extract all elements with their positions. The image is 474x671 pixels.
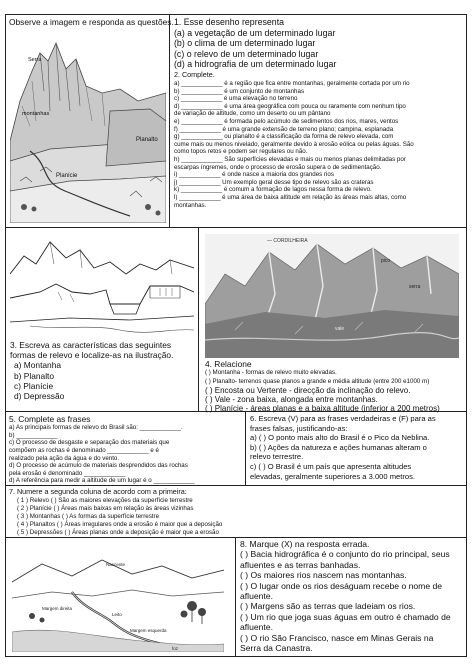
label-vale: vale	[335, 326, 345, 332]
label-leito: Leito	[112, 612, 122, 617]
q2-lines	[174, 80, 414, 209]
q8-line: afluentes e as terras banhadas.	[240, 559, 361, 570]
q1-option-b[interactable]: (b) o clima de um determinado lugar	[174, 38, 316, 49]
q4-item: ( ) Montanha - formas de relevo muito elevadas.	[205, 369, 337, 377]
river-basin-illustration	[12, 552, 224, 652]
q2-line: a) ____________ é a região que fica entre montanhas, geralmente cortada por um rio	[174, 80, 410, 87]
label-margem-esquerda: Margem esquerda	[130, 628, 167, 633]
q2-line: d) ____________ é uma área geográfica com pouca ou raramente com nenhum tipo	[174, 102, 406, 110]
q2-line: l) ____________ é uma área de baixa altitude em relação às áreas mais altas, como	[174, 193, 407, 201]
q4-item: ( ) Vale - zona baixa, alongada entre montanhas.	[205, 395, 378, 405]
q5-title: 5. Complete as frases	[9, 414, 91, 424]
q8-line: 8. Marque (X) na resposta errada.	[240, 539, 370, 549]
q5-line: realizado pela ação da água e do vento.	[9, 454, 120, 462]
q1-option-d[interactable]: (d) a hidrografia de um determinado lugar	[174, 59, 337, 70]
q8-line: Serra da Canastra.	[240, 643, 313, 654]
q7-row: ( 3 ) Montanhas ( ) As formas da superfície terrestre	[17, 513, 160, 520]
row-2	[6, 228, 466, 412]
q2-line: e) ____________ é formada pelo acúmulo de sedimentos dos rios, mares, ventos	[174, 117, 399, 125]
q2-title: 2. Complete.	[174, 70, 215, 79]
q6-line: b) ( ) Ações da natureza e ações humanas alteram o	[250, 442, 427, 452]
q6-line: 6. Escreva (V) para as frases verdadeiras e (F) para as	[250, 414, 436, 423]
q6-line: relevo terrestre.	[250, 452, 304, 462]
q4-item: ( ) Planalto- terrenos quase planos a grande e média altitude (entre 200 e1000 m)	[205, 377, 430, 385]
q2-line: f) ____________ é uma grande extensão de terreno plano; campina, esplanada	[174, 125, 394, 133]
q7-row: ( 5 ) Depressões ( ) Áreas planas onde a deposição é maior que a erosão	[17, 529, 219, 537]
row-1	[6, 15, 466, 228]
q3-option-c: c) Planície	[14, 380, 54, 391]
q6-line: c) ( ) O Brasil é um país que apresenta altitudes	[250, 461, 412, 471]
q2-line: escarpas íngremes, onde o processo de erosão supera o de sedimentação.	[174, 163, 382, 171]
q8-block	[240, 539, 451, 653]
intro-text: Observe a imagem e responda as questões.	[9, 17, 174, 27]
q4-block	[205, 359, 440, 414]
q4-title: 4. Relacione	[205, 359, 252, 369]
q7-block	[9, 488, 222, 538]
q2-line: k) ____________ é comum a formação de lagos nessa forma de relevo.	[174, 186, 372, 194]
worksheet	[5, 14, 467, 657]
q4-item: ( ) Planície - áreas planas e a baixa altitude (inferior a 200 metros)	[205, 404, 440, 414]
label-pico: pico	[381, 258, 391, 264]
label-serra: Serra	[28, 57, 42, 63]
q6-panel	[245, 412, 466, 486]
label-margem-direita: Margem direita	[42, 606, 73, 611]
landforms-line-drawing	[10, 234, 194, 336]
q8-line: ( ) Os maiores rios nascem nas montanhas.	[240, 570, 407, 581]
q5-line: c) O processo de desgaste e separação dos materiais que	[9, 439, 170, 447]
q8-line: ( ) Bacia hidrográfica é o conjunto do rio principal, seus	[240, 549, 450, 560]
q4-item: ( ) Encosta ou Vertente - direcção da inclinação do relevo.	[205, 386, 411, 396]
q2-line: h) ____________ São superfícies elevadas e mais ou menos planas delimitadas por	[174, 155, 406, 163]
q1-option-a[interactable]: (a) a vegetação de um determinado lugar	[174, 28, 336, 38]
q7-row: ( 1 ) Relevo ( ) São as maiores elevações da superfície terrestre	[17, 496, 193, 504]
q5-line: d) A referência para medir a altitude de um lugar é o ____________	[9, 477, 195, 485]
q3-line: 3. Escreva as características das seguintes	[10, 340, 172, 350]
q3-block	[10, 340, 173, 401]
q5-line: b) ____________	[9, 431, 58, 439]
q7-row: ( 4 ) Planaltos ( ) Áreas irregulares onde a erosão é maior que a deposição	[17, 521, 223, 529]
q6-line: frases falsas, justificando-as:	[250, 423, 348, 433]
q2-line: g) ____________ ou planalto é a classificação da forma de relevo elevada, com	[174, 133, 394, 141]
q4-panel	[198, 228, 466, 412]
label-serra: serra	[409, 284, 421, 290]
q2-line: i) ____________ é onde nasce a maioria dos grandes rios	[174, 171, 334, 179]
q6-block	[250, 414, 436, 481]
q2-line: montanhas.	[174, 201, 207, 209]
q3-option-d: d) Depressão	[14, 391, 65, 402]
q1-option-c[interactable]: (c) o relevo de um determinado lugar	[174, 48, 319, 59]
q5-line: pela erosão é denominado ____________	[9, 469, 126, 477]
q6-line: elevadas, geralmente superiores a 3.000 metros.	[250, 471, 416, 481]
row-4	[6, 486, 466, 538]
q8-line: afluente.	[240, 622, 273, 633]
q2-line: de variação de altitude, como um deserto ou um pântano	[174, 110, 331, 118]
q1-title: 1. Esse desenho representa	[174, 17, 285, 27]
q2-line: b) ____________ é um conjunto de montanhas	[174, 87, 305, 95]
relief-landscape-illustration	[10, 31, 166, 223]
q5-line: compõem as rochas é denominado ____________ e é	[9, 446, 159, 454]
q8-panel	[235, 538, 466, 656]
label-cordilheira: — CORDILHEIRA	[267, 238, 308, 244]
q2-line: c) ____________ é uma elevação no terreno	[174, 95, 298, 103]
q5-line: d) O processo de acúmulo de materiais desprendidos das rochas	[9, 462, 188, 470]
label-foz: foz	[172, 646, 179, 651]
q1-q2-panel	[169, 15, 466, 228]
q2-line: j) ____________ Um exemplo geral desse tipo de relevo são as crateras	[174, 178, 374, 186]
label-planalto: Planalto	[136, 137, 158, 143]
q8-line: ( ) O lugar onde os rios deságuam recebe o nome de	[240, 580, 443, 591]
q3-line: formas de relevo e localize-as na ilustração.	[10, 350, 174, 361]
q7-title: 7. Numere a segunda coluna de acordo com a primeira:	[9, 487, 187, 496]
q8-line: ( ) Margens são as terras que ladeiam os rios.	[240, 601, 416, 612]
q2-line: cume mais ou menos nivelado, geralmente devido à erosão eólica ou pelas águas. São	[174, 140, 414, 148]
q8-line: ( ) O rio São Francisco, nasce em Minas Gerais na	[240, 632, 434, 643]
row-5	[6, 538, 466, 656]
q5-line: a) As principais formas de relevo do Brasil são: ____________.	[9, 424, 183, 432]
q8-line: afluente.	[240, 591, 273, 602]
q7-row: ( 2 ) Planície ( ) Áreas mais baixas em relação às áreas vizinhas	[17, 504, 194, 512]
q1-options	[174, 28, 336, 70]
q3-option-a: a) Montanha	[14, 360, 62, 371]
q3-option-b: b) Planalto	[14, 370, 55, 381]
mountain-range-illustration	[205, 234, 459, 358]
q8-line: ( ) Um rio que joga suas águas em outro é chamado de	[240, 611, 451, 622]
label-planicie: Planície	[56, 173, 78, 179]
q5-block	[9, 414, 195, 485]
q2-line: como topos retos e podem ser regulares ou não.	[174, 148, 308, 156]
q6-line: a) ( ) O ponto mais alto do Brasil é o Pico da Neblina.	[250, 433, 430, 443]
row-3	[6, 412, 466, 486]
label-montanhas: montanhas	[22, 111, 50, 117]
label-nascente: Nascente	[106, 562, 126, 567]
